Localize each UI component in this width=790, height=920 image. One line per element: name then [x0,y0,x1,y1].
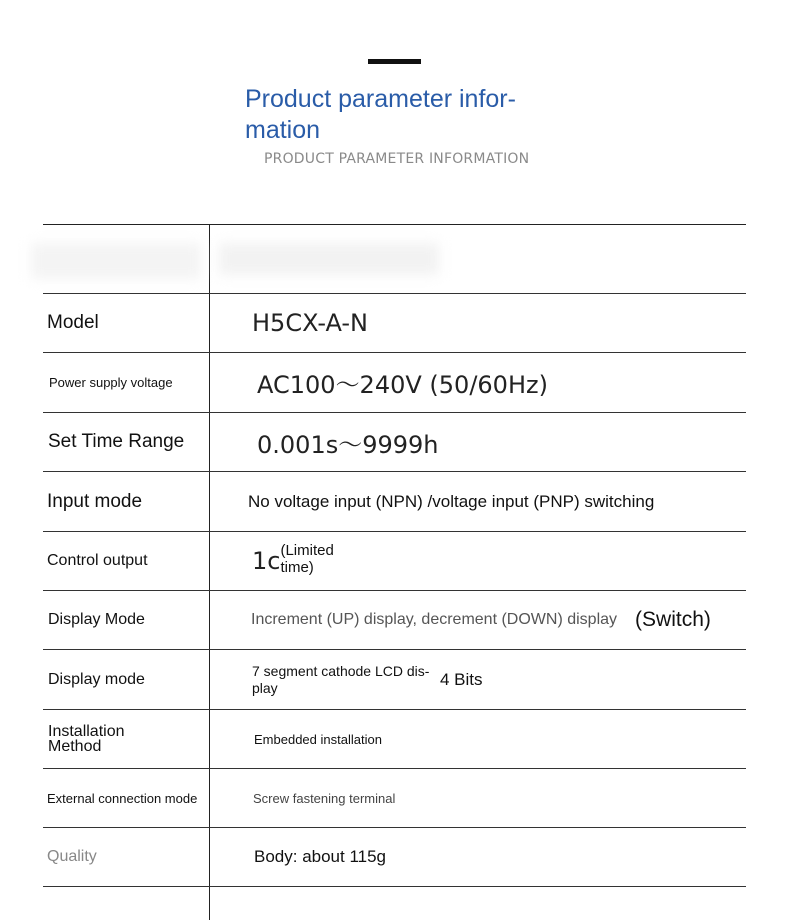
param-value: Body: about 115g [254,847,387,866]
param-label: Display mode [48,670,145,688]
param-label: Display Mode [48,611,145,628]
param-value: Screw fastening terminal [253,790,396,806]
param-label: Quality [47,848,97,865]
table-row [43,532,746,591]
param-label: Control output [47,552,148,569]
param-label: External connection mode [47,790,198,806]
param-label: Set Time Range [48,431,185,452]
table-row [43,710,746,769]
table-row [43,472,746,532]
param-value: 7 segment cathode LCD dis- play [252,662,430,696]
table-header-row [43,225,746,294]
param-value: No voltage input (NPN) /voltage input (PNP) switching [248,491,655,511]
table-row [43,591,746,650]
param-label: Power supply voltage [49,375,173,390]
page-subtitle: PRODUCT PARAMETER INFORMATION [264,151,530,167]
param-value-note: (Limited time) [280,542,334,576]
table-row [43,828,746,887]
blurred-header-left [31,243,201,279]
param-value: 1c [252,547,281,575]
table-row [43,650,746,710]
table-row [43,353,746,413]
param-value-note: 4 Bits [440,669,483,689]
param-value: Embedded installation [254,731,382,747]
param-label: Input mode [47,490,143,512]
param-value-note: (Switch) [635,608,711,631]
param-value: Increment (UP) display, decrement (DOWN) display [251,611,618,628]
table-row [43,769,746,828]
param-value: H5CX-A-N [252,309,368,337]
parameter-table [43,224,746,920]
param-value: 0.001s～9999h [257,430,439,459]
blurred-header-right [219,243,439,275]
title-accent-bar [368,59,421,64]
page-title: Product parameter infor- mation [245,85,516,144]
table-row [43,413,746,472]
param-value: AC100～240V (50/60Hz) [257,371,548,399]
table-row [43,294,746,353]
param-label: Model [47,312,99,333]
param-label: Installation Method [48,723,125,755]
